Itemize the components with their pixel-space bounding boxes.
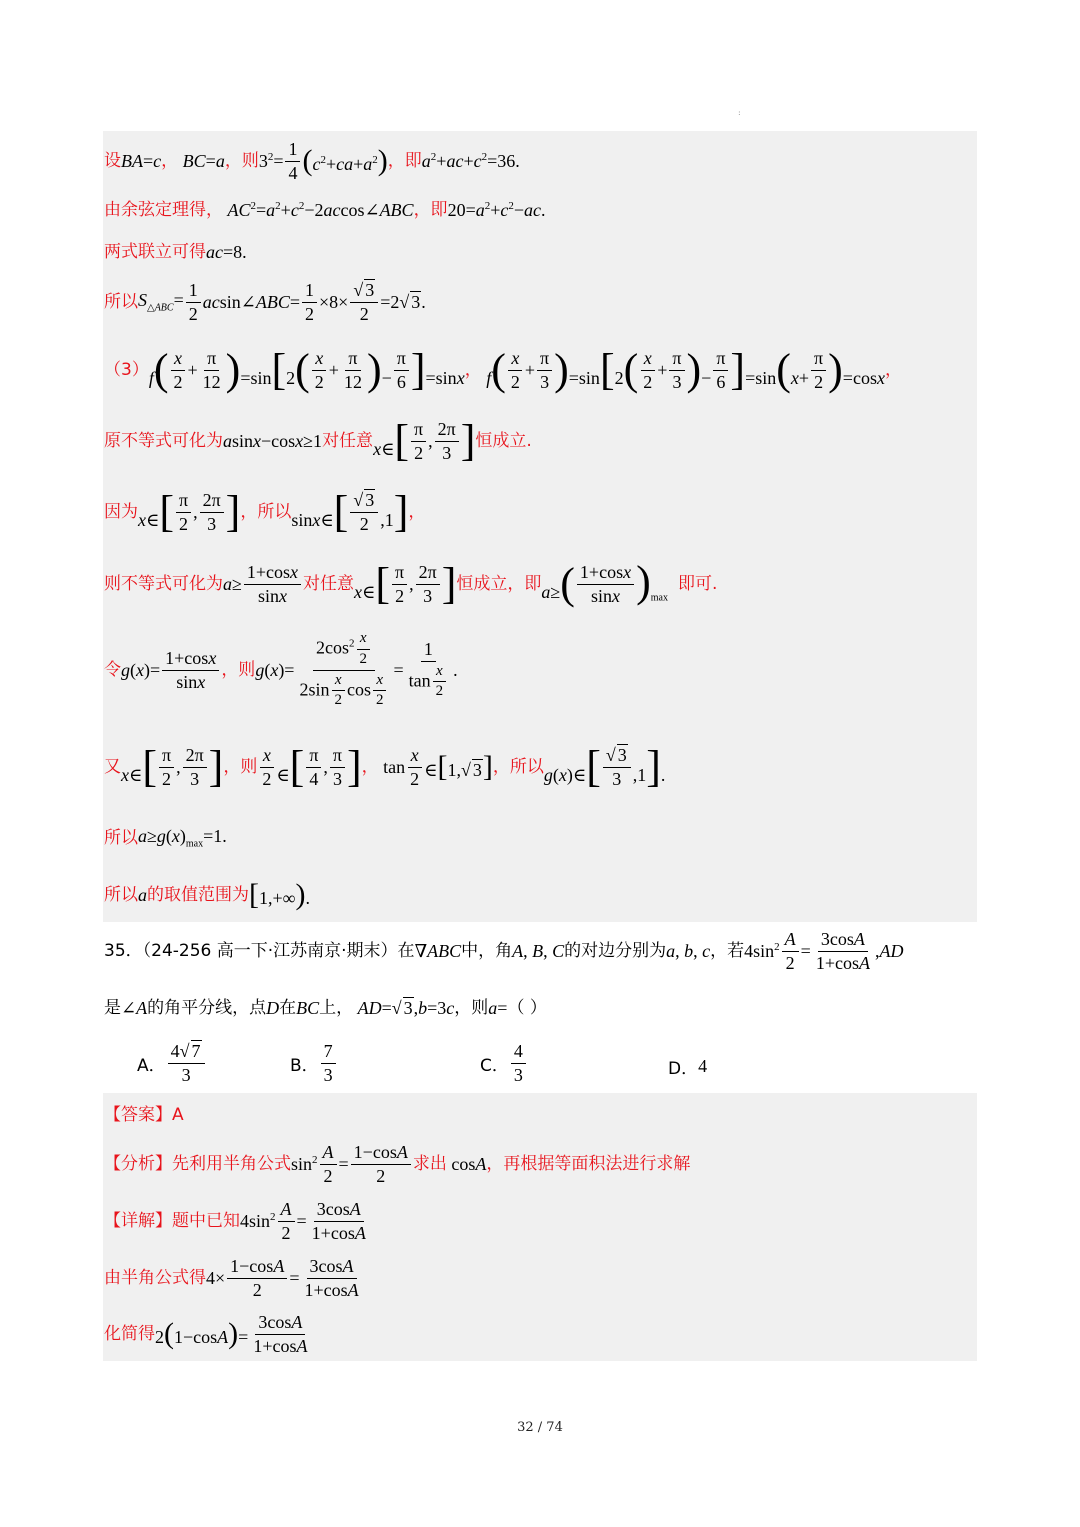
analysis-line: 【分析】 先利用半角公式 $\sin^2$ $\frac{A}{2}$ = $\frac{1-\cos A}{2}$ 求出 cosA ，再根据等面积法进行求解 xyxy=(104,1141,691,1186)
detail-line-1: 【详解】 题中已知 $4\sin^2$ $\frac{A}{2}$ = $\frac{3\cos A}{1+\cos A}$ xyxy=(104,1198,366,1243)
option-c[interactable]: C． $\frac{4}{3}$ xyxy=(480,1042,528,1085)
solution-line-9: 令 g(x)= $\frac{1+\cos x}{\sin x}$ ，则 g(x)= $2\cos^2$ $\frac{x}{2}$ 2sin $\frac{x}{2}$ cos $\frac{x}{2}$ = 1 tan $\frac{x}{2}$ . xyxy=(104,630,458,709)
solution-line-11: 所以 $a\ge g(x)_{max}=1$. xyxy=(104,825,227,850)
detail-line-2: 由半角公式得 4× $\frac{1-\cos A}{2}$ = $\frac{3\cos A}{1+\cos A}$ xyxy=(104,1255,359,1300)
solution-line-7: 因为 x∈[ $\frac{\pi}{2}$ , $\frac{2\pi}{3}$ ] ，所以 sinx∈[ $\frac{√ 3}{2}$ ,1] ， xyxy=(104,487,426,537)
question-35-line-2: 是 ∠A 的角平分线，点 D 在 BC 上， AD=√ 3,b=3c ，则 a= （ ） xyxy=(104,997,547,1018)
detail-line-3: 化简得 2(1−cosA)= $\frac{3\cos A}{1+\cos A}$ xyxy=(104,1311,308,1356)
solution-line-3: 两式联立可得 ac=8. xyxy=(104,241,247,262)
option-d[interactable]: D． 4 xyxy=(668,1056,708,1079)
top-mark: : xyxy=(738,108,741,117)
solution-line-5: （3） f( $\frac{x}{2}$ + $\frac{\pi}{12}$ )=sin[2( $\frac{x}{2}$ + $\frac{\pi}{12}$ )− $\frac{\pi}{6}$ ]=sinx ， f( $\frac{x}{2}$ + $\frac{\pi}{3}$ )=sin[2( $\frac{x}{2}$ + $\frac{\pi}{3}$ )− $\frac{\pi}{6}$ ]=sin(x+ $\frac{\pi}{2}$ )=cosx ， xyxy=(104,345,902,395)
page-number: 32 / 74 xyxy=(517,1420,563,1435)
solution-line-12: 所以 a 的取值范围为 [1,+∞). xyxy=(104,878,310,911)
answer-line: 【答案】 A xyxy=(104,1104,184,1125)
solution-line-6: 原不等式可化为 asinx−cosx≥1 对任意 x∈[ $\frac{\pi}{2}$ , $\frac{2\pi}{3}$ ] 恒成立. xyxy=(104,416,532,466)
solution-line-8: 则不等式可化为 a≥ $\frac{1+\cos x}{\sin x}$ 对任意 x∈[ $\frac{\pi}{2}$ , $\frac{2\pi}{3}$ ] 恒成立，即 a≥( $\frac{1+\cos x}{\sin x}$ )$_{max}$ 即可. xyxy=(104,557,718,609)
solution-line-1: 设 BA=c ， BC=a ，则 $3^2=$ $\frac{1}{4}$ $(c^2+ca+a^2)$ ，即 $a^2+ac+c^2=36$. xyxy=(104,138,520,183)
question-35-line-1: 35．（24-256 高一下·江苏南京·期末）在 ∇ABC 中，角 A, B, C 的对边分别为 a, b, c ，若 $4\sin^2$ $\frac{A}{2}$ = $\frac{3\cos A}{1+\cos A}$ ,AD xyxy=(104,928,904,973)
solution-line-2: 由余弦定理得， $AC^2=a^2+c^2-2accos\angle ABC$ ，即 $20=a^2+c^2-ac$. xyxy=(104,199,546,220)
option-b[interactable]: B． $\frac{7}{3}$ xyxy=(290,1042,338,1085)
solution-line-10: 又 x∈[ $\frac{\pi}{2}$ , $\frac{2\pi}{3}$ ] ，则 $\frac{x}{2}$ ∈[ $\frac{\pi}{4}$ , $\frac{\pi}{3}$ ] ， tan $\frac{x}{2}$ ∈[1,√ 3] ，所以 g(x)∈[ $\frac{√ 3}{3}$ ,1]. xyxy=(104,742,666,792)
solution-line-4: 所以 $S_{\triangle ABC}=$ $\frac{1}{2}$ acsin∠ABC= $\frac{1}{2}$ ×8× $\frac{√ 3}{2}$ =2√ 3. xyxy=(104,279,426,324)
option-a[interactable]: A． $\frac{4√ 7}{3}$ xyxy=(137,1042,207,1085)
